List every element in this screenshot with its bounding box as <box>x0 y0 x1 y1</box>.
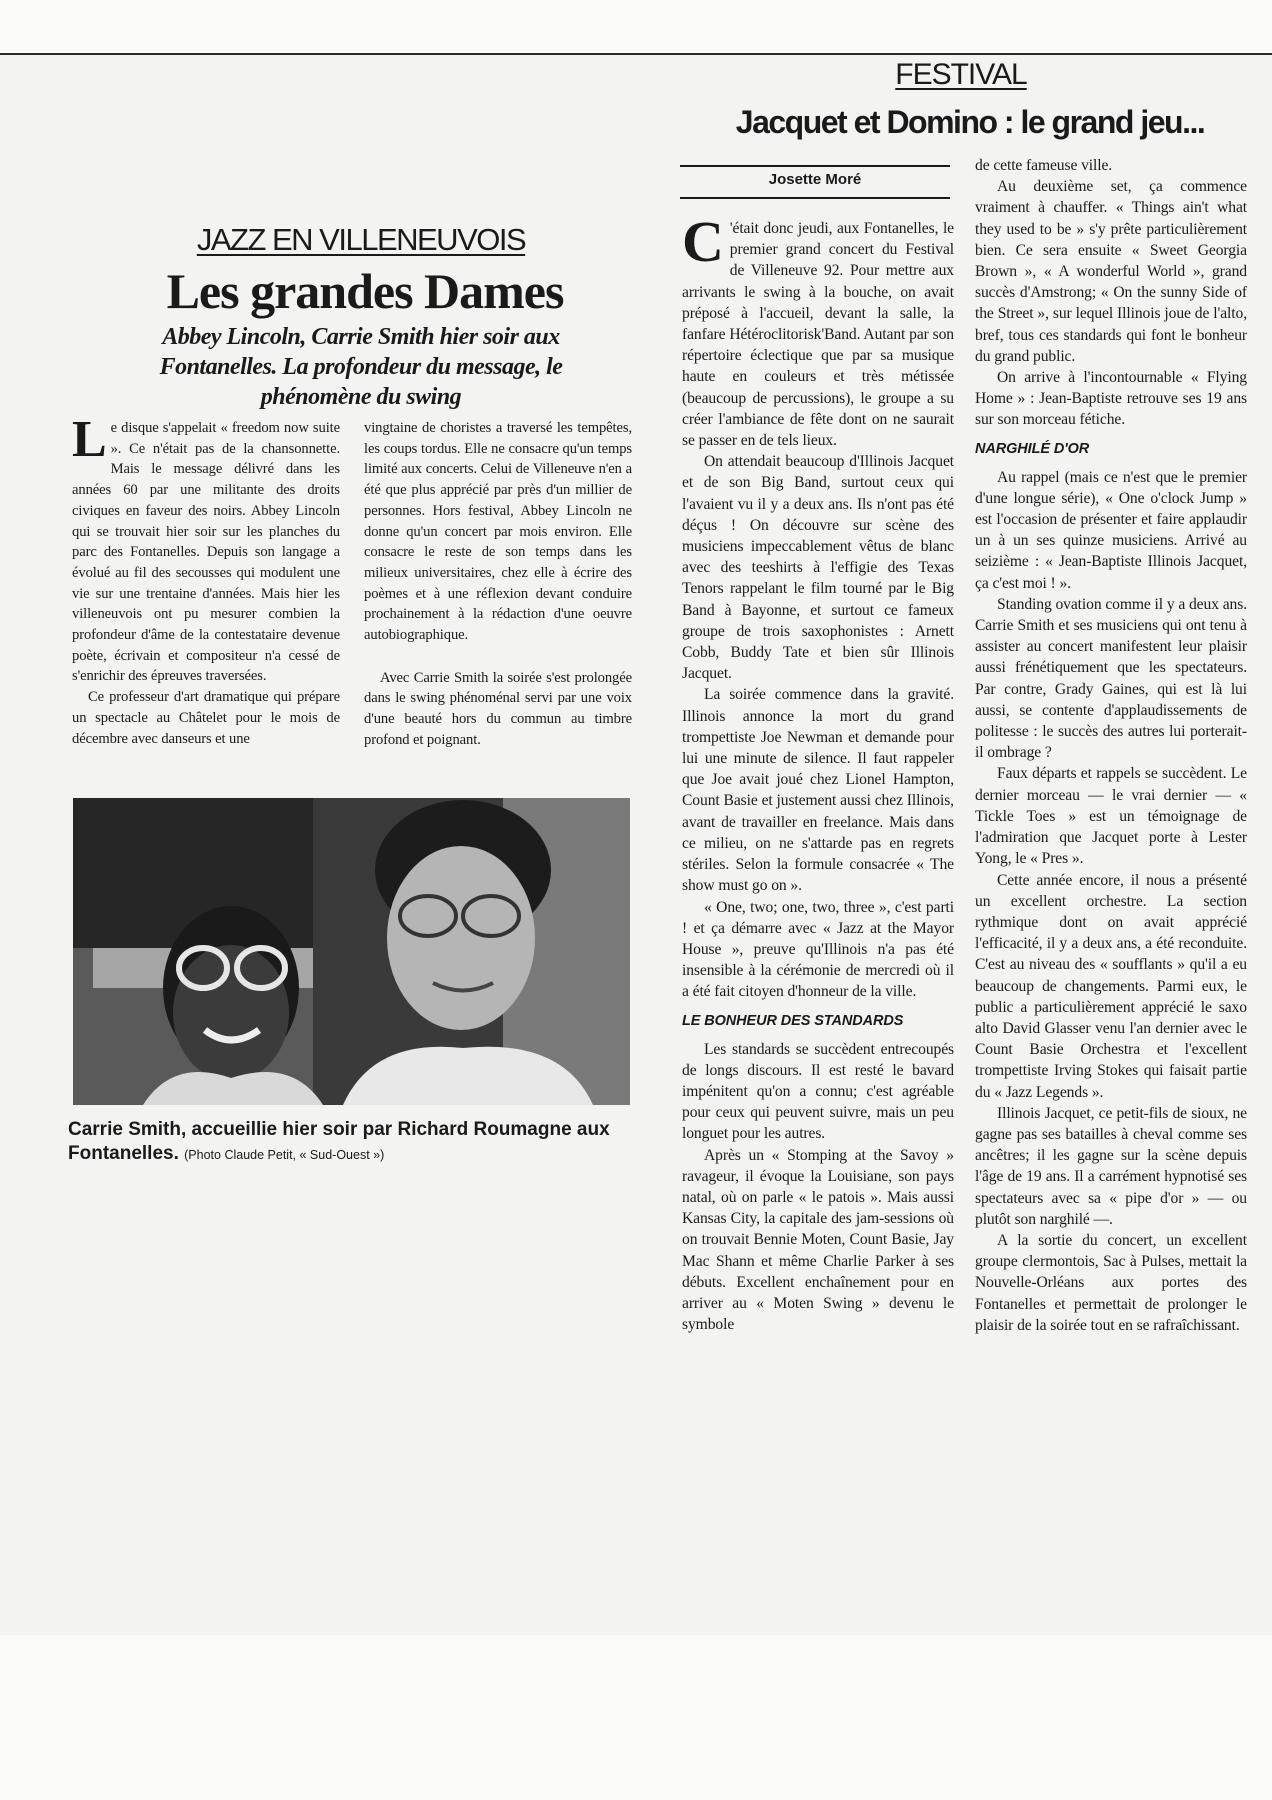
clipping-top-edge <box>0 53 1272 55</box>
right-article-byline: Josette Moré <box>768 171 862 188</box>
right-article-column-1 <box>682 209 954 1335</box>
right-col2-paragraph-6: Cette année encore, il nous a présenté un excellent orchestre. La section rythmique dont on avait apprécié l'efficacité, il y a deux ans, a été reconduite. C'est au niveau des « soufflants » qu'il a eu beaucoup de changements. Parmi eux, le public a particulièrement apprécié le saxo alto David Glasser venu l'an dernier avec le Count Basie Orchestra et l'excellent trompettiste Irving Stokes qui faisait partie du « Jazz Legends ». <box>975 871 1247 1101</box>
photo-caption <box>68 1118 628 1167</box>
right-col2-paragraph-8: A la sortie du concert, un excellent groupe clermontois, Sac à Pulses, mettait la Nouvelle-Orléans aux portes des Fontanelles et permettait de prolonger le plaisir de la soirée tout en se rafraîchissant. <box>975 1231 1247 1334</box>
right-article-title: Jacquet et Domino : le grand jeu... <box>735 104 1205 140</box>
byline-rule-top <box>680 165 950 167</box>
left-article-column-1 <box>72 411 340 749</box>
left-article-column-2 <box>364 418 632 751</box>
right-col1-paragraph-3: La soirée commence dans la gravité. Illinois annonce la mort du grand trompettiste Joe Newman et demande pour lui une minute de silence. Il faut rappeler que Joe avait joué chez Lionel Hampton, Count Basie et justement aussi chez Illinois, avant de travailler en freelance. Mais dans ce milieu, on ne s'attarde pas en regrets stériles. Selon la formule consacrée « The show must go on ». <box>682 686 954 895</box>
photo-illustration <box>73 798 630 1105</box>
left-dropcap: L <box>72 411 107 468</box>
right-col2-subheading: NARGHILÉ D'OR <box>975 440 1090 457</box>
left-article-title: Les grandes Dames <box>166 263 564 319</box>
concert-photo <box>73 798 630 1105</box>
left-col2-paragraph-2: Avec Carrie Smith la soirée s'est prolongée dans le swing phénoménal servi par une voix d'une beauté hors du commun au timbre profond et poignant. <box>364 669 632 748</box>
right-col2-paragraph-5: Faux départs et rappels se succèdent. Le dernier morceau — le vrai dernier — « Tickle Toes » est un témoignage de l'admiration que Jacquet porte à Lester Yong, le « Pres ». <box>975 765 1247 868</box>
left-article-kicker: JAZZ EN VILLENEUVOIS <box>196 222 526 257</box>
right-col1-paragraph-6: Après un « Stomping at the Savoy » ravageur, il évoque la Louisiane, son pays natal, où on parle « le patois ». Mais aussi Kansas City, la capitale des jam-sessions où on trouvait Bennie Moten, Count Basie, Jay Mac Shann et même Charlie Parker à ses débuts. Excellent enchaînement pour en arriver au « Moten Swing » devenu le symbole <box>682 1146 954 1334</box>
right-col1-paragraph-2: On attendait beaucoup d'Illinois Jacquet et de son Big Band, surtout ceux qui l'avaient vu il y a deux ans. Ils n'ont pas été déçus ! On découvre sur scène des musiciens impeccablement vêtus de blanc avec des teeshirts à l'effigie des Texas Tenors rappelant le film tourné par le Big Band à Bayonne, et surtout ce fameux groupe de trois saxophonistes : Arnett Cobb, Buddy Tate et bien sûr Illinois Jacquet. <box>682 453 954 683</box>
right-col2-paragraph-3: Au rappel (mais ce n'est que le premier d'une longue série), « One o'clock Jump » est l'occasion de présenter et faire applaudir un à un ses quinze musiciens. Arrivé au seizième : « Jean-Baptiste Illinois Jacquet, ça c'est moi ! ». <box>975 468 1247 592</box>
right-dropcap: C <box>682 209 724 274</box>
right-article-column-2 <box>975 155 1247 1336</box>
right-col2-paragraph-1: Au deuxième set, ça commence vraiment à chauffer. « Things ain't what they used to be » s'y prête particulièrement bien. Ce sera ensuite « Sweet Georgia Brown », « A wonderful World », grand succès d'Amstrong; « On the sunny Side of the Street », sur lequel Illinois joue de l'alto, bref, tous ces standards qui font le bonheur du grand public. <box>975 178 1247 365</box>
right-col2-paragraph-2: On arrive à l'incontournable « Flying Home » : Jean-Baptiste retrouve ses 19 ans sur son morceau fétiche. <box>975 369 1247 429</box>
left-article-subtitle: Abbey Lincoln, Carrie Smith hier soir aux Fontanelles. La profondeur du message, le phénomène du swing <box>159 324 563 410</box>
photo-caption-text: Carrie Smith, accueillie hier soir par Richard Roumagne aux Fontanelles. <box>68 1119 610 1164</box>
byline-rule-bottom <box>680 197 950 199</box>
right-col1-paragraph-4: « One, two; one, two, three », c'est parti ! et ça démarre avec « Jazz at the Mayor House », preuve qu'Illinois n'a pas été insensible à la cérémonie de mercredi où il a été fait citoyen d'honneur de la ville. <box>682 898 954 1001</box>
right-col1-paragraph-1: 'était donc jeudi, aux Fontanelles, le premier grand concert du Festival de Villeneuve 92. Pour mettre aux arrivants le swing à la bouche, on avait préposé à l'accueil, devant la salle, la fanfare Hétéroclitorisk'Band. Autant par son répertoire éclectique que par sa musique haute en couleurs et très métissée (beaucoup de percussions), le groupe a su créer l'ambiance de fête dont on ne saurait se passer en de tels lieux. <box>682 220 954 450</box>
photo-credit: (Photo Claude Petit, « Sud-Ouest ») <box>184 1148 385 1162</box>
right-col2-paragraph-0: de cette fameuse ville. <box>975 157 1113 174</box>
right-col1-subheading: LE BONHEUR DES STANDARDS <box>682 1012 904 1029</box>
bleed-through-shape <box>80 265 104 403</box>
right-article-kicker: FESTIVAL <box>895 58 1027 91</box>
left-col1-paragraph-1: e disque s'appelait « freedom now suite ». Ce n'était pas de la chansonnette. Mais le message délivré dans les années 60 par une militante des droits civiques en faveur des noirs. Abbey Lincoln qui se trouvait hier soir sur les planches du parc des Fontanelles. Depuis son langage a évolué au fil des secousses qui modulent une vie sur une trentaine d'années. Mais hier les villeneuvois ont pu mesurer combien la profondeur d'âme de la contestataire devenue poète, écrivain et compositeur n'a cessé de s'enrichir des épreuves traversées. <box>72 420 340 685</box>
right-col2-paragraph-4: Standing ovation comme il y a deux ans. Carrie Smith et ses musiciens qui ont tenu à assister au concert manifestent leur plaisir aussi frénétiquement que les spectateurs. Par contre, Grady Gaines, qui est là lui aussi, se contente d'applaudissements de politesse : le succès des autres lui porterait-il ombrage ? <box>975 595 1247 762</box>
right-col2-paragraph-7: Illinois Jacquet, ce petit-fils de sioux, ne gagne pas ses batailles à cheval comme ses ancêtres; il les gagne sur la scène depuis l'âge de 19 ans. Il a carrément hypnotisé ses spectateurs avec sa « pipe d'or » — ou plutôt son narghilé —. <box>975 1104 1247 1228</box>
left-col1-paragraph-2: Ce professeur d'art dramatique qui prépare un spectacle au Châtelet pour le mois de décembre avec danseurs et une <box>72 689 340 747</box>
right-col1-paragraph-5: Les standards se succèdent entrecoupés de longs discours. Il est resté le bavard impénitent qu'on a connu; c'est agréable pour ceux qui peuvent suivre, mais un peu longuet pour les autres. <box>682 1040 954 1143</box>
left-col2-paragraph-1: vingtaine de choristes a traversé les tempêtes, les coups tordus. Elle ne consacre qu'un temps limité aux concerts. Celui de Villeneuve n'en a été que plus apprécié par près d'un millier de personnes. Hors festival, Abbey Lincoln ne donne qu'un concert par mois environ. Elle consacre le reste de son temps dans les milieux universitaires, chez elle à écrire des poèmes et à une réflexion devant conduire prochainement à la rédaction d'une oeuvre autobiographique. <box>364 420 632 644</box>
